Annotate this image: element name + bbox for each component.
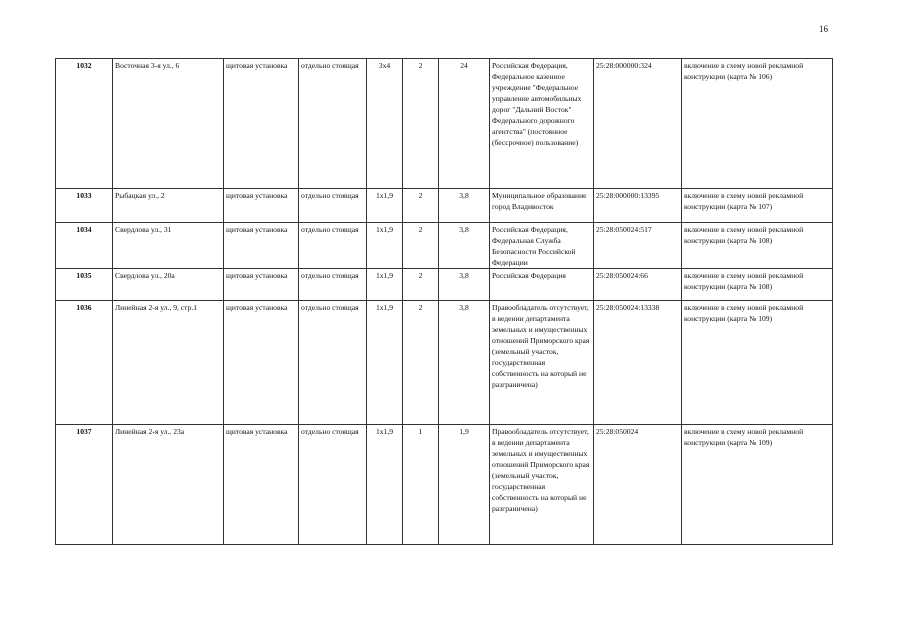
type-cell: щитовая установка [224, 301, 299, 425]
sides-cell: 2 [403, 223, 439, 269]
placement-cell: отдельно стоящая [299, 223, 367, 269]
type-cell: щитовая установка [224, 425, 299, 545]
type-cell: щитовая установка [224, 59, 299, 189]
sides-cell: 2 [403, 269, 439, 301]
note-cell: включение в схему новой рекламной конструкции (карта № 107) [682, 189, 833, 223]
owner-cell: Российская Федерация, Федеральная Служба Безопасности Российской Федерации [490, 223, 594, 269]
address-cell: Свердлова ул., 31 [113, 223, 224, 269]
table-row [56, 189, 833, 223]
table-row [56, 59, 833, 189]
type-cell: щитовая установка [224, 189, 299, 223]
address-cell: Восточная 3-я ул., 6 [113, 59, 224, 189]
owner-cell: Правообладатель отсутствует, в ведении департамента земельных и имущественных отношений Приморского края (земельный участок, государственная собственность на который не разграничена) [490, 425, 594, 545]
cadastral-cell: 25:28:050024:13338 [594, 301, 682, 425]
table-row [56, 301, 833, 425]
cadastral-cell: 25:28:050024:66 [594, 269, 682, 301]
placement-cell: отдельно стоящая [299, 189, 367, 223]
size-cell: 1x1,9 [367, 223, 403, 269]
row-number: 1032 [56, 59, 113, 189]
note-cell: включение в схему новой рекламной конструкции (карта № 109) [682, 301, 833, 425]
area-cell: 3,8 [439, 301, 490, 425]
size-cell: 3x4 [367, 59, 403, 189]
cadastral-cell: 25:28:000000:13395 [594, 189, 682, 223]
address-cell: Свердлова ул., 20а [113, 269, 224, 301]
row-number: 1037 [56, 425, 113, 545]
table-row [56, 223, 833, 269]
type-cell: щитовая установка [224, 223, 299, 269]
cadastral-cell: 25:28:050024 [594, 425, 682, 545]
placement-cell: отдельно стоящая [299, 269, 367, 301]
placement-cell: отдельно стоящая [299, 59, 367, 189]
size-cell: 1x1,9 [367, 269, 403, 301]
type-cell: щитовая установка [224, 269, 299, 301]
note-cell: включение в схему новой рекламной конструкции (карта № 108) [682, 223, 833, 269]
advertising-structures-table [55, 58, 833, 545]
area-cell: 3,8 [439, 189, 490, 223]
row-number: 1036 [56, 301, 113, 425]
size-cell: 1x1,9 [367, 425, 403, 545]
note-cell: включение в схему новой рекламной конструкции (карта № 108) [682, 269, 833, 301]
owner-cell: Правообладатель отсутствует, в ведении департамента земельных и имущественных отношений Приморского края (земельный участок, государственная собственность на который не разграничена) [490, 301, 594, 425]
row-number: 1033 [56, 189, 113, 223]
placement-cell: отдельно стоящая [299, 301, 367, 425]
address-cell: Рыбацкая ул., 2 [113, 189, 224, 223]
row-number: 1034 [56, 223, 113, 269]
area-cell: 3,8 [439, 223, 490, 269]
owner-cell: Российская Федерация, Федеральное казенное учреждение "Федеральное управление автомобильных дорог "Дальний Восток" Федерального дорожного агентства" (постоянное (бессрочное) пользование) [490, 59, 594, 189]
row-number: 1035 [56, 269, 113, 301]
table-row [56, 425, 833, 545]
size-cell: 1x1,9 [367, 301, 403, 425]
size-cell: 1x1,9 [367, 189, 403, 223]
table-row [56, 269, 833, 301]
address-cell: Линейная 2-я ул., 9, стр.1 [113, 301, 224, 425]
area-cell: 3,8 [439, 269, 490, 301]
area-cell: 1,9 [439, 425, 490, 545]
placement-cell: отдельно стоящая [299, 425, 367, 545]
owner-cell: Российская Федерация [490, 269, 594, 301]
sides-cell: 1 [403, 425, 439, 545]
address-cell: Линейная 2-я ул., 23а [113, 425, 224, 545]
note-cell: включение в схему новой рекламной конструкции (карта № 109) [682, 425, 833, 545]
owner-cell: Муниципальное образование город Владивосток [490, 189, 594, 223]
sides-cell: 2 [403, 301, 439, 425]
area-cell: 24 [439, 59, 490, 189]
sides-cell: 2 [403, 59, 439, 189]
cadastral-cell: 25:28:000000:324 [594, 59, 682, 189]
note-cell: включение в схему новой рекламной конструкции (карта № 106) [682, 59, 833, 189]
page-number: 16 [819, 24, 828, 34]
cadastral-cell: 25:28:050024:517 [594, 223, 682, 269]
sides-cell: 2 [403, 189, 439, 223]
